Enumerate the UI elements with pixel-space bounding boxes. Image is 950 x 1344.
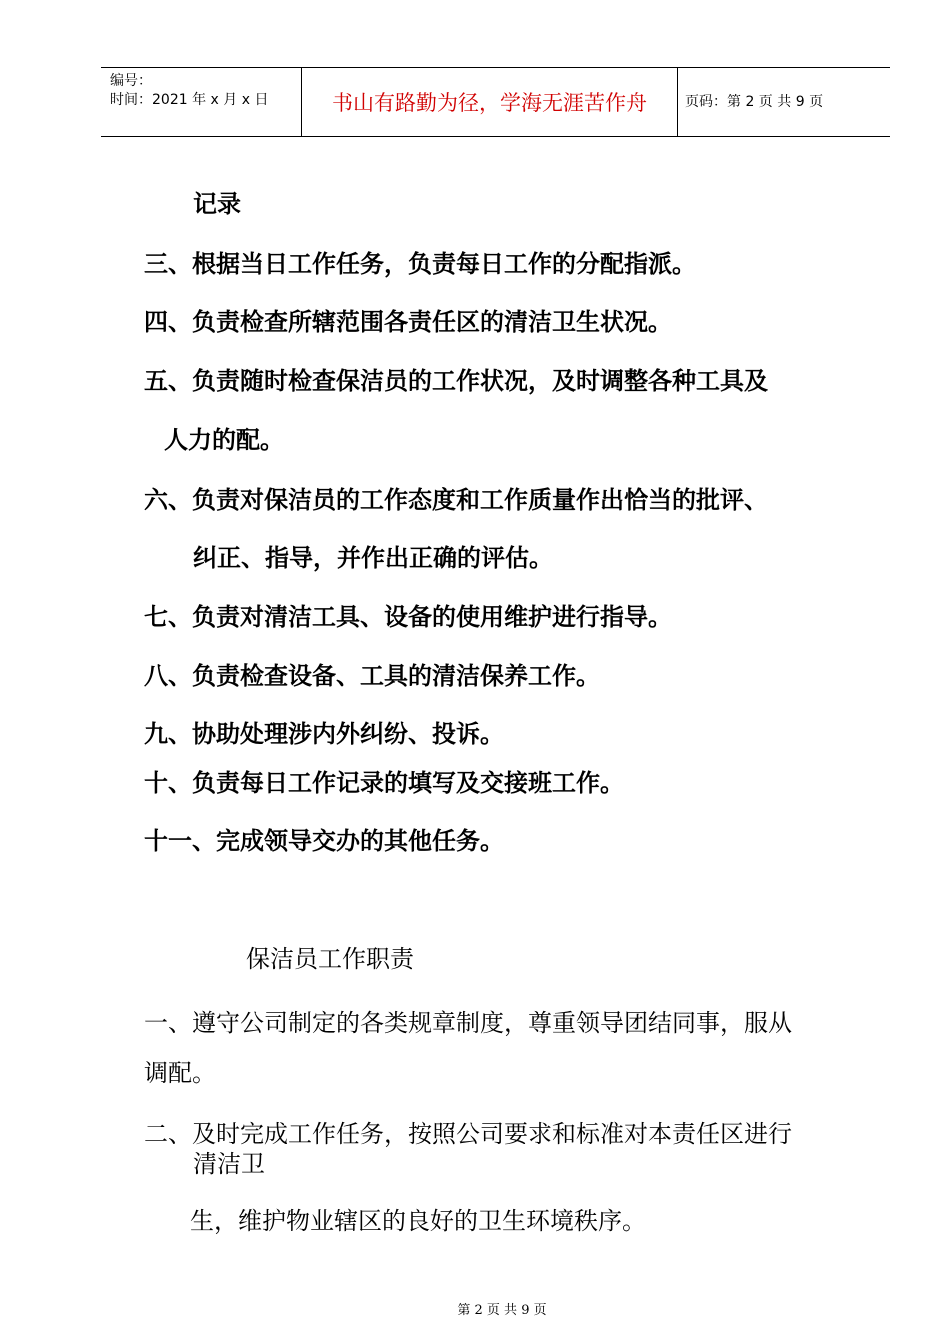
cleaner-item-2-cont2: 生，维护物业辖区的良好的卫生环境秩序。 (190, 1207, 646, 1235)
duty-item-9: 九、协助处理涉内外纠纷、投诉。 (144, 720, 504, 748)
header-table (101, 67, 890, 137)
duty-item-7: 七、负责对清洁工具、设备的使用维护进行指导。 (144, 603, 672, 631)
document-code-label: 编号： (110, 73, 152, 89)
footer-page-number: 第 2 页 共 9 页 (457, 1303, 547, 1318)
duty-item-11: 十一、完成领导交办的其他任务。 (144, 827, 504, 855)
cleaner-item-1-cont: 调配。 (144, 1059, 216, 1087)
header-page-number: 页码：第 2 页 共 9 页 (685, 94, 824, 110)
duty-item-5-cont: 人力的配。 (164, 426, 284, 454)
duty-line-continuation: 记录 (193, 190, 241, 218)
cleaner-item-1: 一、遵守公司制定的各类规章制度，尊重领导团结同事，服从 (144, 1009, 792, 1037)
document-time-label: 时间：2021 年 x 月 x 日 (110, 92, 269, 108)
cleaner-item-2: 二、及时完成工作任务，按照公司要求和标准对本责任区进行 (144, 1120, 792, 1148)
duty-item-5: 五、负责随时检查保洁员的工作状况，及时调整各种工具及 (144, 367, 768, 395)
duty-item-4: 四、负责检查所辖范围各责任区的清洁卫生状况。 (144, 308, 672, 336)
section-title: 保洁员工作职责 (246, 945, 414, 973)
cleaner-item-2-cont: 清洁卫 (193, 1150, 265, 1178)
header-motto: 书山有路勤为径，学海无涯苦作舟 (332, 91, 647, 115)
duty-item-10: 十、负责每日工作记录的填写及交接班工作。 (144, 769, 624, 797)
header-meta-cell (101, 68, 301, 136)
header-page-cell (677, 68, 890, 136)
page-footer (0, 1303, 950, 1319)
duty-item-3: 三、根据当日工作任务，负责每日工作的分配指派。 (144, 250, 696, 278)
header-motto-cell (301, 68, 678, 136)
duty-item-6: 六、负责对保洁员的工作态度和工作质量作出恰当的批评、 (144, 486, 768, 514)
duty-item-6-cont: 纠正、指导，并作出正确的评估。 (193, 544, 553, 572)
duty-item-8: 八、负责检查设备、工具的清洁保养工作。 (144, 662, 600, 690)
